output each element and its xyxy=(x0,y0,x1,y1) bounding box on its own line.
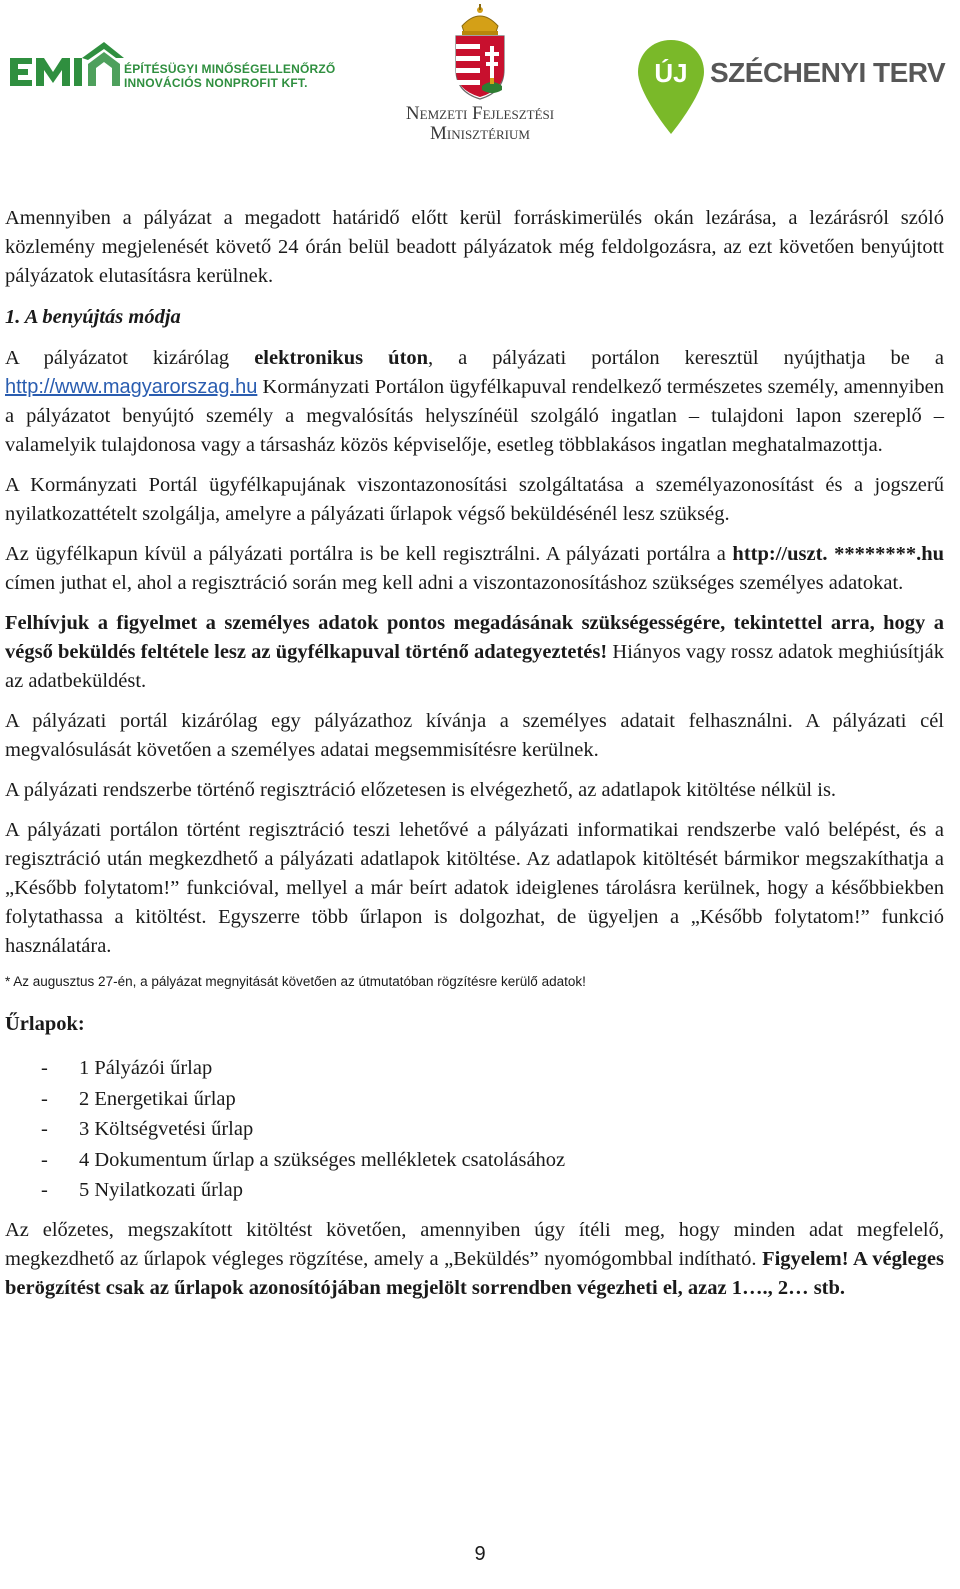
form-item-label: 5 Nyilatkozati űrlap xyxy=(79,1179,243,1201)
paragraph-2 xyxy=(5,344,944,460)
p4-portal-url: http://uszt. ********.hu xyxy=(732,543,944,565)
location-pin-icon xyxy=(636,38,706,138)
list-bullet: - xyxy=(41,1057,48,1079)
list-item xyxy=(5,1114,944,1145)
paragraph-4 xyxy=(5,540,944,598)
footnote: * Az augusztus 27-én, a pályázat megnyitását követően az útmutatóban rögzítésre kerülő adatok! xyxy=(5,974,586,989)
p2-text-3: Kormányzati Portálon ügyfélkapuval rendelkező természetes személy, amennyiben a pályázatot benyújtó személy a megvalósítás helyszínéül szolgáló ingatlan – tulajdoni lapon szereplő – valamelyik tulajdonosa vagy a társasház közös képviselője, esetleg többlakásos ingatlan meghatalmazottja. xyxy=(5,376,944,456)
list-bullet: - xyxy=(41,1179,48,1201)
ministry-name-line1: Nemzeti Fejlesztési xyxy=(405,103,555,124)
p5-text-1: Hiányos vagy rossz adatok meghiúsítják az adatbeküldést. xyxy=(5,641,944,692)
form-item-label: 2 Energetikai űrlap xyxy=(79,1087,236,1110)
form-item-label: 3 Költségvetési űrlap xyxy=(79,1118,254,1140)
emi-name-line2: INNOVÁCIÓS NONPROFIT KFT. xyxy=(124,76,308,90)
emi-logo-mark-icon xyxy=(8,40,124,92)
szechenyi-terv-logo xyxy=(636,38,956,138)
list-item xyxy=(5,1145,944,1176)
list-bullet: - xyxy=(41,1118,48,1140)
ministry-name xyxy=(370,104,590,144)
paragraph-1: Amennyiben a pályázat a megadott határidő előtt kerül forráskimerülés okán lezárása, a lezárásról szóló közlemény megjelenését követő 24 órán belül beadott pályázatok még feldolgozásra, az ezt követően benyújtott pályázatok elutasításra kerülnek. xyxy=(5,207,944,287)
p4-text-1: Az ügyfélkapun kívül a pályázati portálra is be kell regisztrálni. A pályázati portálra a xyxy=(5,543,733,565)
paragraph-9 xyxy=(5,1216,944,1303)
magyarorszag-link[interactable]: http://www.magyarorszag.hu xyxy=(5,376,258,398)
list-item xyxy=(5,1175,944,1206)
list-bullet: - xyxy=(41,1148,48,1171)
p9-bold-warning: Figyelem! A végleges berögzítést csak az űrlapok azonosítójában megjelölt sorrendben végezheti el, azaz 1…., 2… stb. xyxy=(5,1247,944,1299)
p4-text-2: címen juthat el, ahol a regisztráció során meg kell adni a viszontazonosításhoz szükséges személyes adatokat. xyxy=(5,572,904,594)
list-bullet: - xyxy=(41,1087,48,1110)
paragraph-5 xyxy=(5,609,944,696)
p2-bold-1: elektronikus úton xyxy=(254,347,429,369)
form-item-label: 4 Dokumentum űrlap a szükséges mellékletek csatolásához xyxy=(79,1148,566,1171)
hungarian-coat-of-arms-icon xyxy=(438,4,522,100)
p5-bold-warning: Felhívjuk a figyelmet a személyes adatok pontos megadásának szükségességére, tekintettel arra, hogy a végső beküldés feltétele lesz az ügyfélkapuval történő adategyeztetés! xyxy=(5,612,944,663)
ministry-name-line2: Minisztérium xyxy=(430,123,530,144)
document-body xyxy=(5,204,944,1314)
paragraph-6: A pályázati portál kizárólag egy pályázathoz kívánja a személyes adatait felhasználni. A pályázati cél megvalósulását követően a személyes adatai megsemmisítésre kerülnek. xyxy=(5,710,944,761)
emi-name-line1: ÉPÍTÉSÜGYI MINŐSÉGELLENŐRZŐ xyxy=(124,62,336,76)
emi-logo xyxy=(8,40,336,96)
paragraph-8: A pályázati portálon történt regisztráció teszi lehetővé a pályázati informatikai rendszerbe való belépést, és a regisztráció után megkezdhető a pályázati adatlapok kitöltése. Az adatlapok kitöltését bármikor megszakíthatja a „Később folytatom!” funkcióval, mellyel a már beírt adatok ideiglenes tárolásra kerülnek, hogy a későbbiekben folytathassa a kitöltést. Egyszerre több űrlapon is dolgozhat, de ügyeljen a „Később folytatom!” funkció használatára. xyxy=(5,819,944,957)
p9-text-1: Az előzetes, megszakított kitöltést követően, amennyiben úgy ítéli meg, hogy minden adat megfelelő, megkezdhető az űrlapok végleges rögzítése, amely a „Beküldés” nyomógombbal indítható. xyxy=(5,1218,944,1270)
forms-list xyxy=(5,1053,944,1206)
forms-heading: Űrlapok: xyxy=(5,1013,85,1035)
list-item xyxy=(5,1053,944,1084)
szt-uj-label: ÚJ xyxy=(654,58,688,88)
paragraph-3: A Kormányzati Portál ügyfélkapujának viszontazonosítási szolgáltatása a személyazonosítást és a jogszerű nyilatkozattételt szolgálja, amelyre a pályázati űrlapok végső beküldésénél lesz szükség. xyxy=(5,474,944,525)
p2-text-2: , a pályázati portálon keresztül nyújthatja be a xyxy=(428,347,944,369)
form-item-label: 1 Pályázói űrlap xyxy=(79,1057,213,1079)
page-header xyxy=(0,0,960,160)
section-heading-benyujtas: 1. A benyújtás módja xyxy=(5,306,181,328)
p2-text-1: A pályázatot kizárólag xyxy=(5,347,255,369)
page-number: 9 xyxy=(474,1543,486,1565)
list-item xyxy=(5,1084,944,1115)
paragraph-7: A pályázati rendszerbe történő regisztráció előzetesen is elvégezhető, az adatlapok kitöltése nélkül is. xyxy=(5,779,837,801)
szt-name: SZÉCHENYI TERV xyxy=(710,57,946,88)
